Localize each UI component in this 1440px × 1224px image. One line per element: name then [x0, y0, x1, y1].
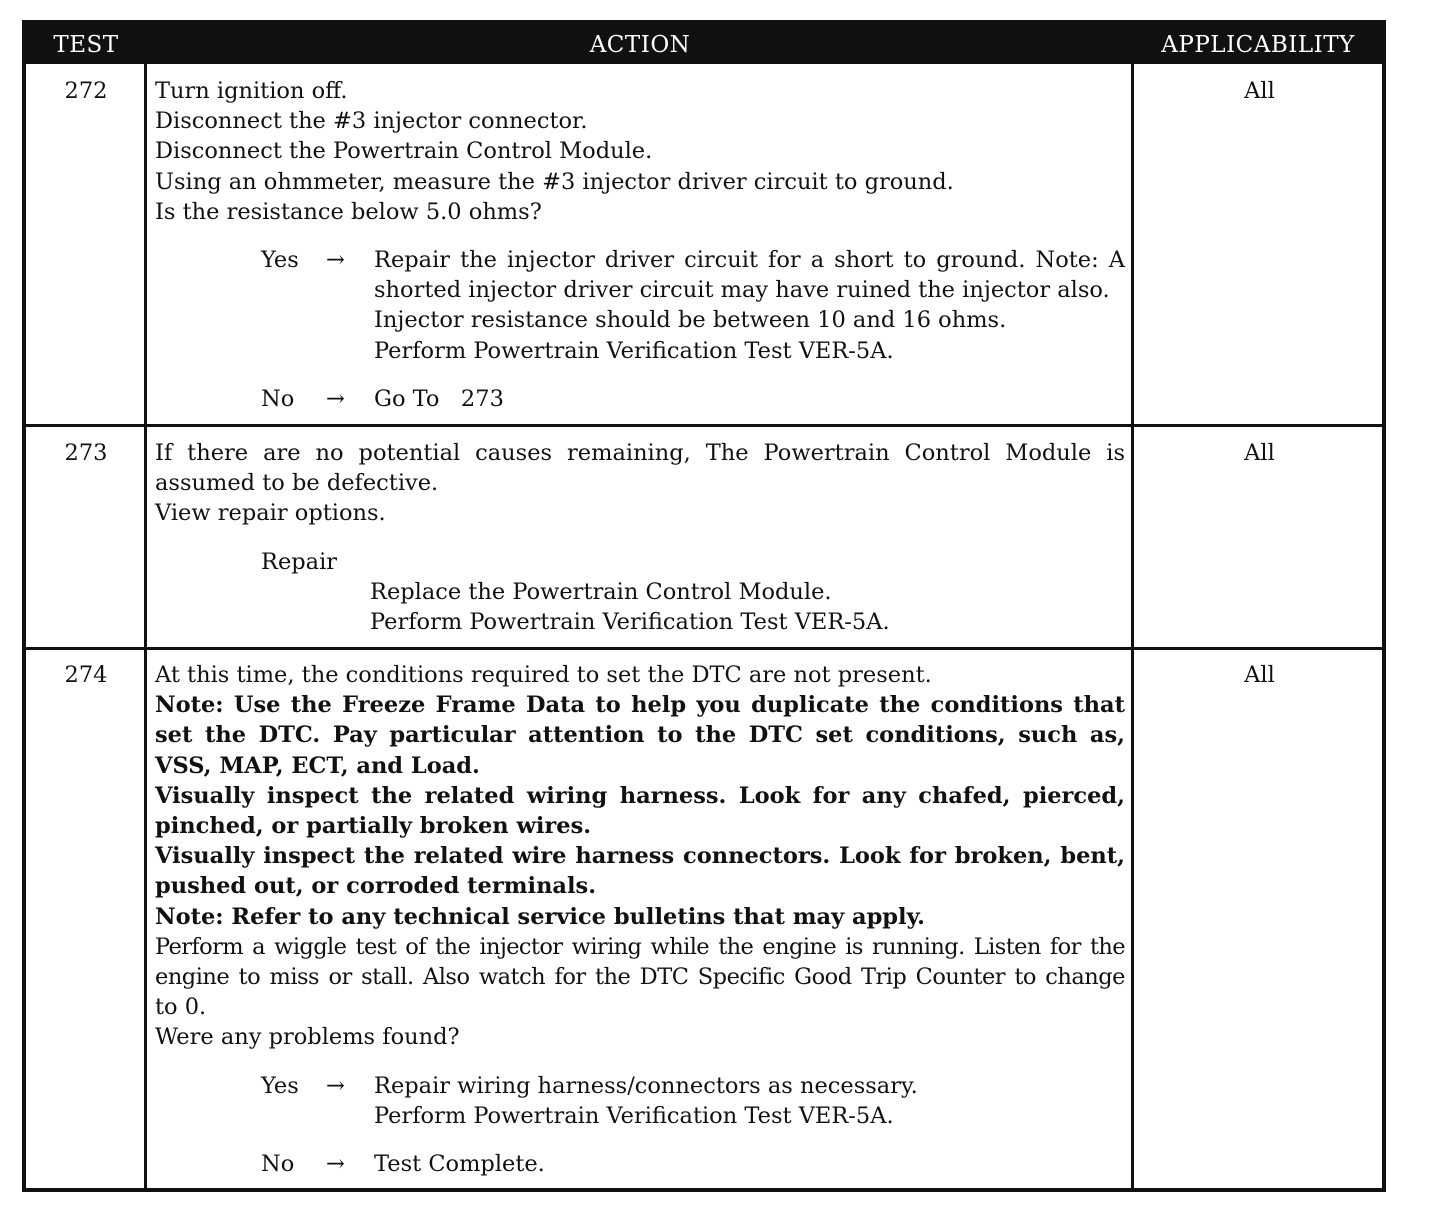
- result-line: Perform Powertrain Verification Test VER-5A.: [374, 1102, 894, 1129]
- action-line: Perform a wiggle test of the injector wiring while the engine is running. Listen for the: [155, 933, 1125, 960]
- action-line: Using an ohmmeter, measure the #3 injector driver circuit to ground.: [155, 168, 954, 195]
- bold-note-line: VSS, MAP, ECT, and Load.: [155, 752, 480, 779]
- bold-note-line: set the DTC. Pay particular attention to the DTC set conditions, such as,: [155, 722, 1125, 749]
- result-line: Perform Powertrain Verification Test VER-5A.: [374, 337, 894, 364]
- action-272: [155, 76, 1125, 414]
- action-line: View repair options.: [155, 500, 386, 527]
- action-line: If there are no potential causes remaining, The Powertrain Control Module is: [155, 440, 1125, 466]
- action-line: Turn ignition off.: [155, 78, 348, 104]
- yes-option: [261, 245, 1125, 366]
- action-line: to 0.: [155, 994, 207, 1021]
- applicability-272: All: [1244, 78, 1275, 104]
- header-action: ACTION: [589, 32, 691, 58]
- arrow-icon: →: [326, 385, 345, 412]
- column-divider: [1131, 64, 1134, 1192]
- action-line: Disconnect the #3 injector connector.: [155, 108, 588, 135]
- action-line: Disconnect the Powertrain Control Module.: [155, 138, 653, 165]
- result-line: Injector resistance should be between 10 and 16 ohms.: [374, 307, 1007, 334]
- test-number-273: 273: [64, 440, 108, 466]
- table-header: [26, 24, 1382, 64]
- repair-line: Perform Powertrain Verification Test VER-5A.: [370, 609, 890, 636]
- result-line: Repair wiring harness/connectors as necessary.: [374, 1072, 918, 1099]
- action-line: Is the resistance below 5.0 ohms?: [155, 198, 542, 225]
- applicability-273: All: [1244, 440, 1275, 466]
- diagnostic-test-table: [22, 20, 1386, 1192]
- yes-result: [374, 245, 1125, 366]
- row-divider: [26, 647, 1382, 650]
- repair-line: Replace the Powertrain Control Module.: [370, 578, 832, 605]
- no-label: No: [261, 385, 295, 412]
- no-label: No: [261, 1151, 295, 1178]
- yes-option: [261, 1071, 1125, 1131]
- no-result: Test Complete.: [374, 1151, 545, 1178]
- action-273: [155, 438, 1125, 637]
- action-274: [155, 660, 1125, 1179]
- no-result: Go To 273: [374, 385, 504, 412]
- action-line: Were any problems found?: [155, 1024, 460, 1051]
- row-divider: [26, 424, 1382, 427]
- action-line: assumed to be defective.: [155, 470, 439, 497]
- column-divider: [144, 64, 147, 1192]
- no-option: [261, 384, 1125, 414]
- header-test: TEST: [53, 32, 119, 58]
- bold-note-line: pushed out, or corroded terminals.: [155, 873, 597, 900]
- yes-label: Yes: [261, 247, 299, 274]
- arrow-icon: →: [326, 1072, 345, 1099]
- test-number-272: 272: [64, 78, 108, 104]
- yes-label: Yes: [261, 1072, 299, 1099]
- test-number-274: 274: [64, 662, 108, 688]
- result-line: Repair the injector driver circuit for a short to ground. Note: A: [374, 247, 1125, 274]
- bold-note-line: Visually inspect the related wiring harness. Look for any chafed, pierced,: [155, 782, 1125, 809]
- result-line: shorted injector driver circuit may have ruined the injector also.: [374, 277, 1110, 304]
- arrow-icon: →: [326, 247, 345, 274]
- arrow-icon: →: [326, 1151, 345, 1178]
- header-applicability: APPLICABILITY: [1161, 32, 1355, 58]
- bold-note-line: Visually inspect the related wire harness connectors. Look for broken, bent,: [155, 843, 1125, 870]
- bold-note-line: pinched, or partially broken wires.: [155, 813, 592, 840]
- action-line: At this time, the conditions required to set the DTC are not present.: [155, 662, 932, 688]
- repair-label: Repair: [261, 548, 338, 575]
- bold-note-line: Note: Use the Freeze Frame Data to help you duplicate the conditions that: [155, 692, 1125, 719]
- action-line: engine to miss or stall. Also watch for the DTC Specific Good Trip Counter to change: [155, 964, 1125, 991]
- bold-note-line: Note: Refer to any technical service bulletins that may apply.: [155, 903, 925, 930]
- applicability-274: All: [1244, 662, 1275, 688]
- yes-result: [374, 1071, 1125, 1131]
- no-option: [261, 1149, 1125, 1179]
